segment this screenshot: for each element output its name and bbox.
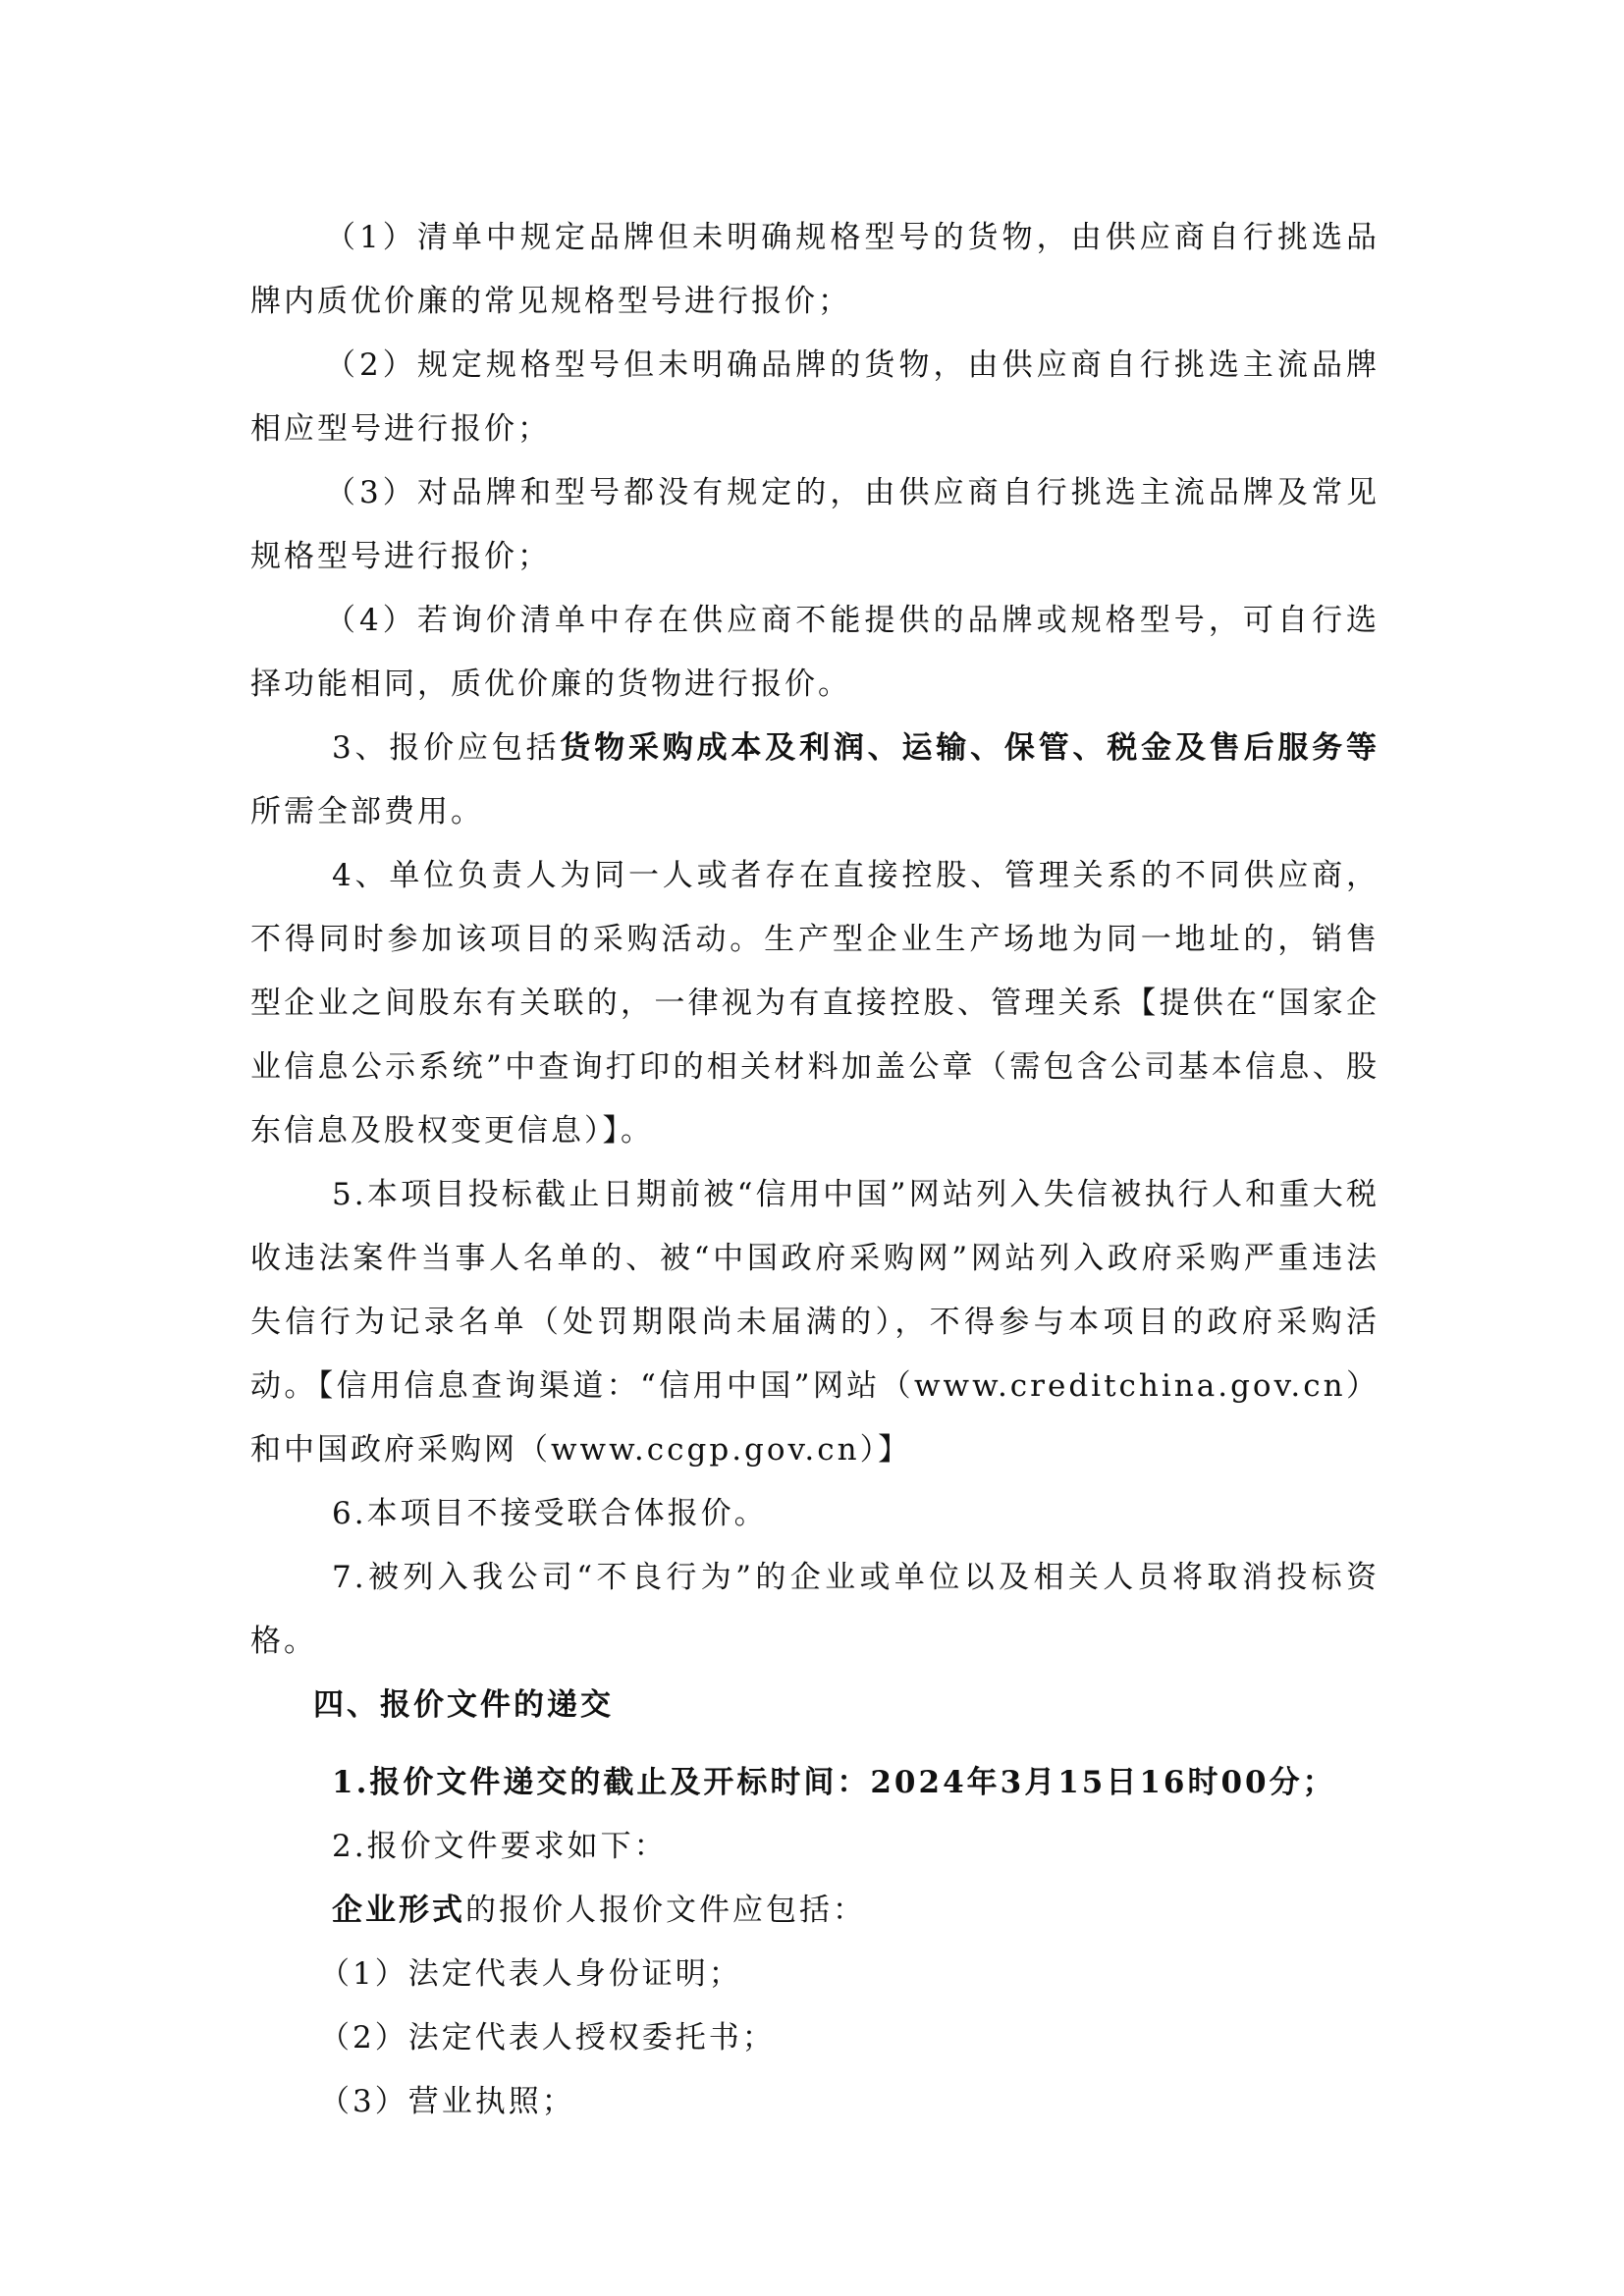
requirements-intro: 2.报价文件要求如下： [332,1829,668,1864]
enterprise-bold: 企业形式 [332,1893,465,1928]
paragraph-clause-2: （2）规定规格型号但未明确品牌的货物，由供应商自行挑选主流品牌相应型号进行报价； [250,347,1380,447]
price-scope-post: 所需全部费用。 [250,794,484,829]
paragraph-bad-behavior: 7.被列入我公司“不良行为”的企业或单位以及相关人员将取消投标资格。 [250,1560,1380,1659]
paragraph-supplier-relations: 4、单位负责人为同一人或者存在直接控股、管理关系的不同供应商，不得同时参加该项目的采购活动。生产型企业生产场地为同一地址的，销售型企业之间股东有关联的，一律视为有直接控股、管理关系【提供在“国家企业信息公示系统”中查询打印的相关材料加盖公章（需包含公司基本信息、股东信息及股权变更信息）】。 [250,858,1380,1148]
price-scope-pre: 3、报价应包括 [332,730,561,766]
deadline-line [250,1751,1380,1815]
list-item-id-proof: （1）法定代表人身份证明； [319,1956,742,1992]
paragraph-price-scope [250,717,1380,844]
price-scope-bold: 货物采购成本及利润、运输、保管、税金及售后服务等 [560,730,1380,766]
list-item-authorization: （2）法定代表人授权委托书； [319,2020,776,2056]
list-item-business-license: （3）营业执照； [319,2084,575,2119]
section-heading: 四、报价文件的递交 [313,1687,614,1723]
document-body [250,206,1380,2134]
paragraph-credit-check: 5.本项目投标截止日期前被“信用中国”网站列入失信被执行人和重大税收违法案件当事人名单的、被“中国政府采购网”网站列入政府采购严重违法失信行为记录名单（处罚期限尚未届满的），不得参与本项目的政府采购活动。【信用信息查询渠道：“信用中国”网站（www.creditchina.gov.cn）和中国政府采购网（www.ccgp.gov.cn）】 [250,1177,1380,1468]
paragraph-clause-4: （4）若询价清单中存在供应商不能提供的品牌或规格型号，可自行选择功能相同，质优价廉的货物进行报价。 [250,603,1380,702]
paragraph-no-consortium: 6.本项目不接受联合体报价。 [332,1496,768,1531]
paragraph-clause-3: （3）对品牌和型号都没有规定的，由供应商自行挑选主流品牌及常见规格型号进行报价； [250,475,1380,574]
paragraph-clause-1: （1）清单中规定品牌但未明确规格型号的货物，由供应商自行挑选品牌内质优价廉的常见规格型号进行报价； [250,220,1380,319]
deadline-label: 1.报价文件递交的截止及开标时间：2024年3月15日16时00分； [332,1765,1336,1800]
enterprise-rest: 的报价人报价文件应包括： [465,1893,866,1928]
enterprise-intro [250,1879,1380,1943]
